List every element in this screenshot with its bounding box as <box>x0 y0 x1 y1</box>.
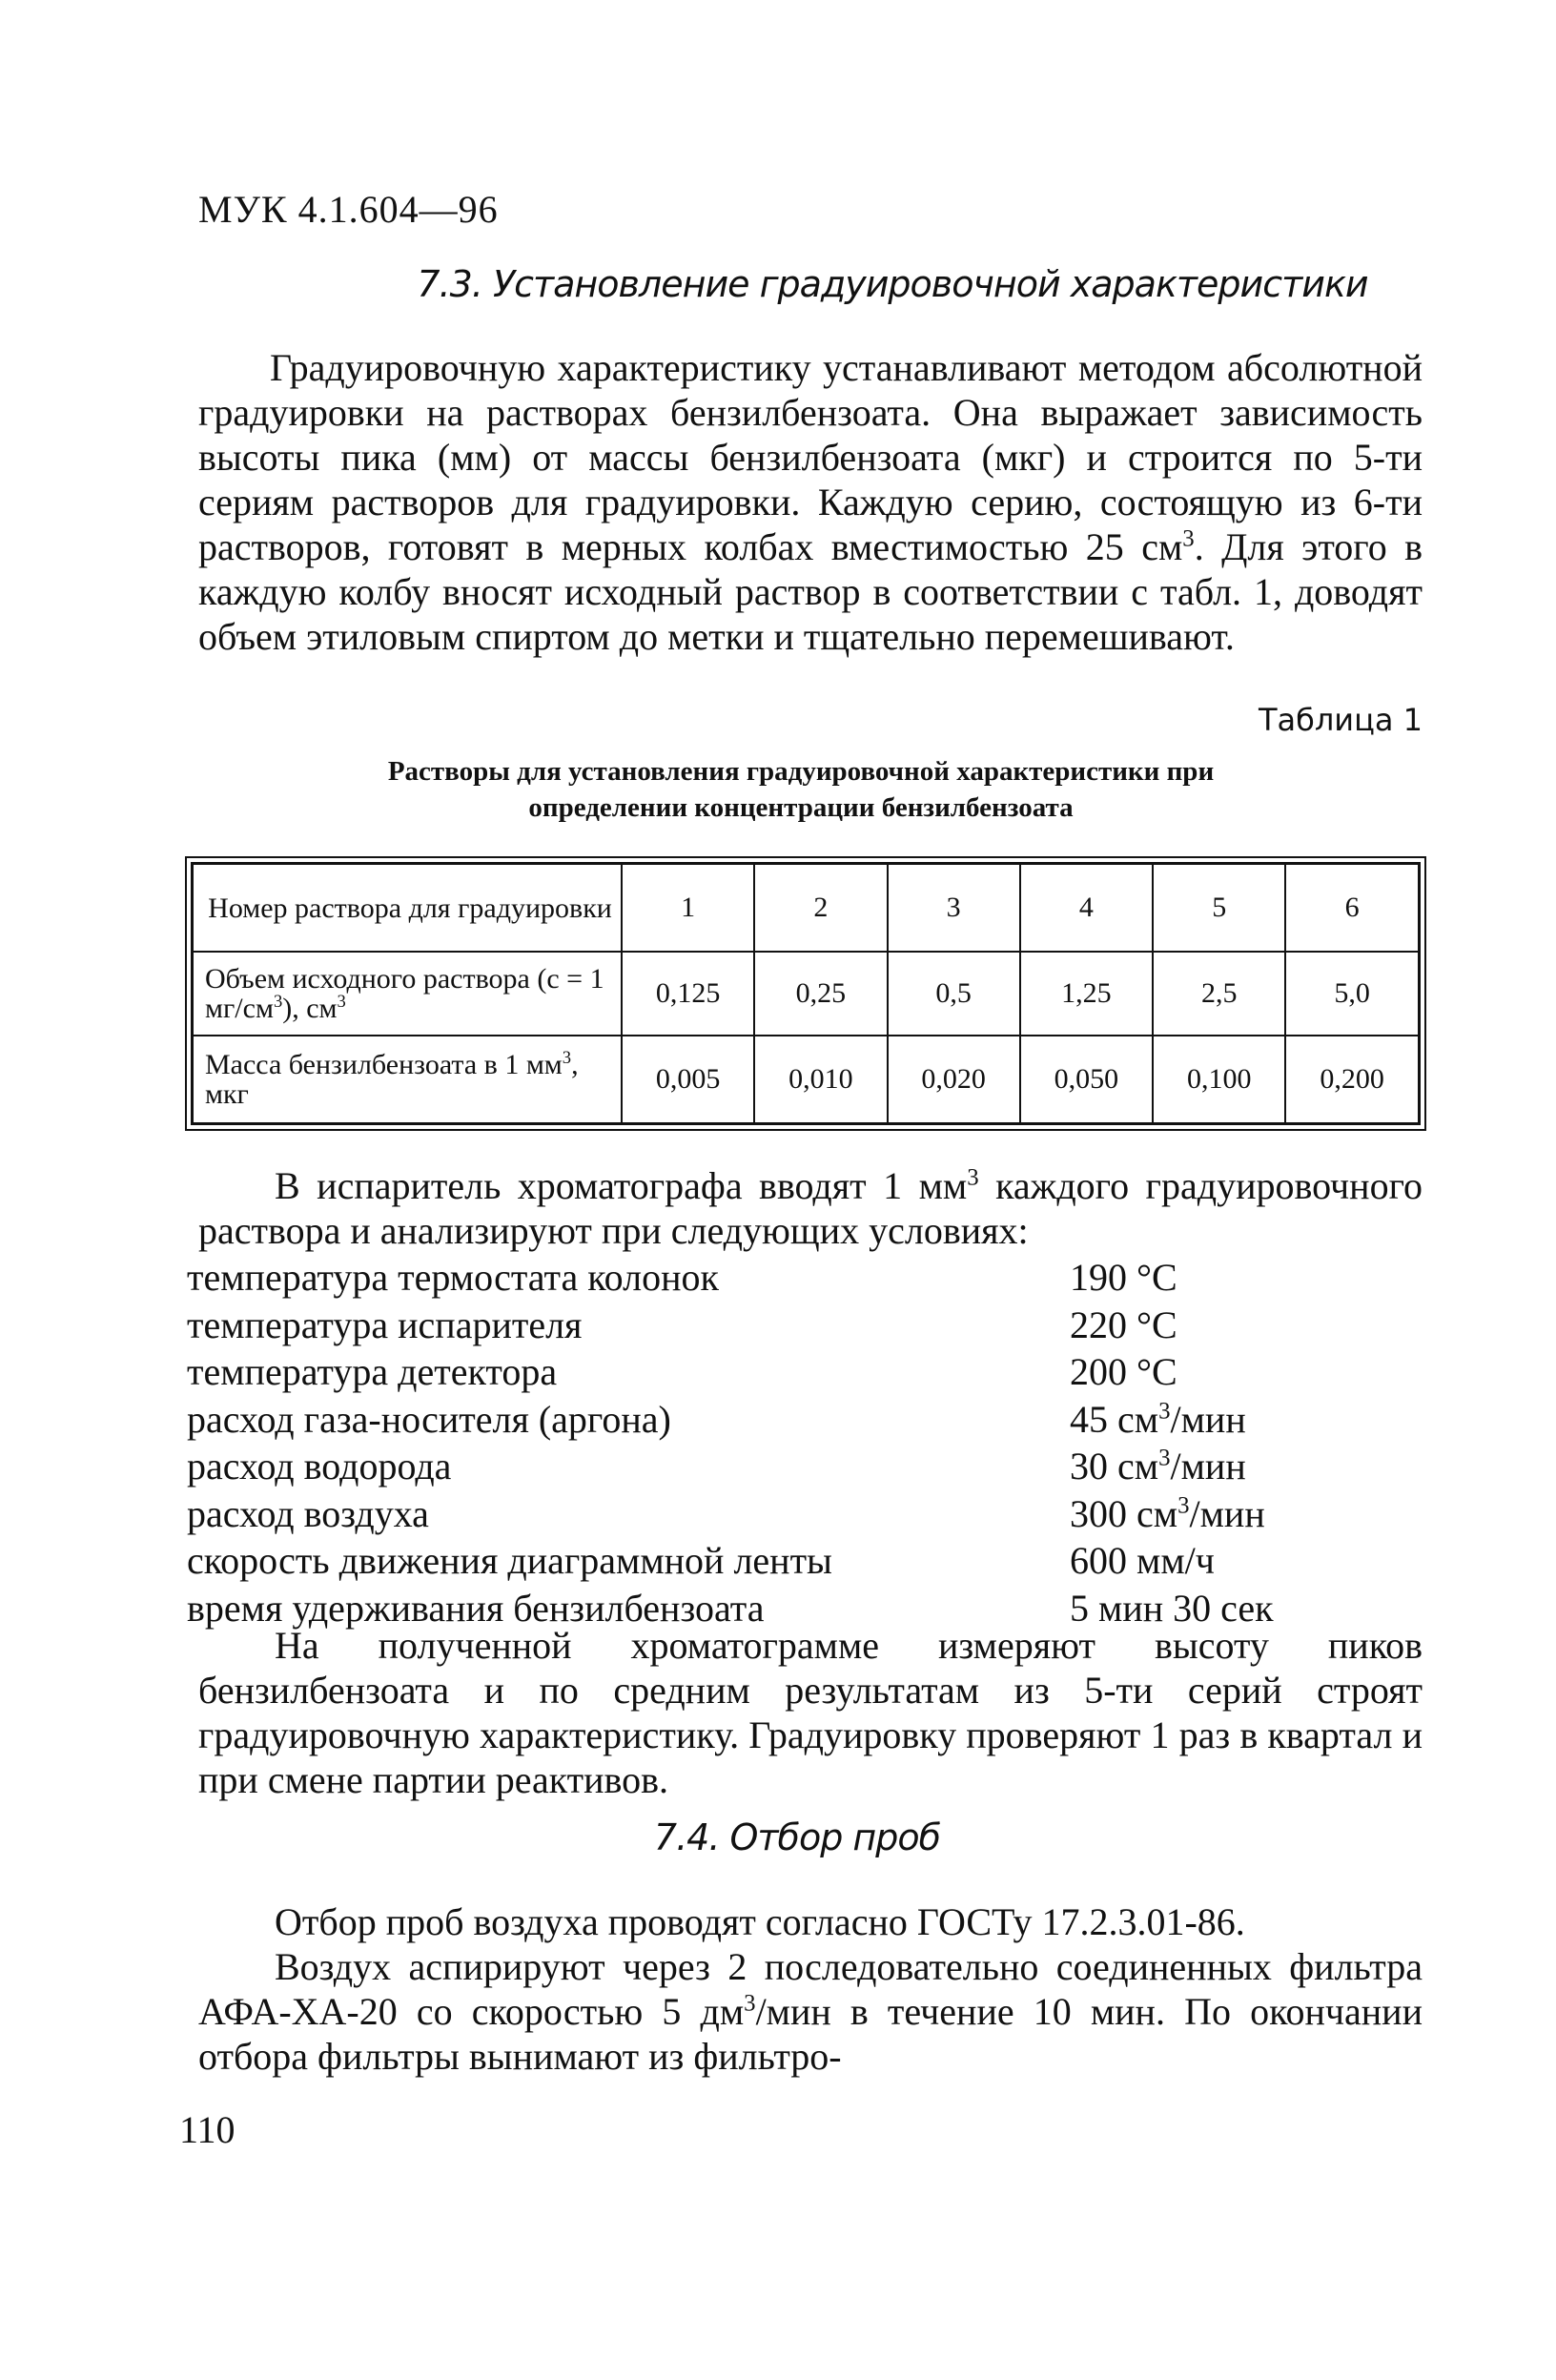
table-cell: 0,010 <box>754 1036 887 1124</box>
table-caption <box>238 753 1363 826</box>
table-column-header: 1 <box>622 864 754 953</box>
row-label-text: , мкг <box>205 1049 579 1110</box>
condition-row <box>187 1491 1426 1539</box>
row-label-text: Масса бензилбензоата в 1 мм <box>205 1049 563 1080</box>
table-label: Таблица 1 <box>1258 702 1423 738</box>
superscript: 3 <box>273 992 283 1012</box>
table-column-header: 6 <box>1285 864 1419 953</box>
superscript: 3 <box>1158 1445 1171 1471</box>
condition-label: расход газа-носителя (аргона) <box>187 1397 671 1441</box>
condition-value: 200 °С <box>1070 1350 1177 1393</box>
condition-row <box>187 1397 1426 1445</box>
table-cell: 0,020 <box>888 1036 1020 1124</box>
solutions-table <box>191 862 1421 1125</box>
table-cell: 0,050 <box>1020 1036 1153 1124</box>
condition-row <box>187 1538 1426 1586</box>
document-code: МУК 4.1.604—96 <box>198 188 499 231</box>
paragraph-text: /мин в течение 10 мин. По окончании отбора фильтры вынимают из фильтро- <box>198 1990 1423 2078</box>
condition-value <box>1070 1491 1426 1536</box>
condition-label: температура термостата колонок <box>187 1256 719 1299</box>
condition-value <box>1070 1397 1426 1442</box>
table-cell: 0,125 <box>622 952 754 1036</box>
superscript: 3 <box>562 1048 572 1068</box>
table-row-label <box>193 952 623 1036</box>
table-column-header: 4 <box>1020 864 1153 953</box>
value-text: /мин <box>1189 1491 1265 1535</box>
superscript: 3 <box>1177 1492 1190 1519</box>
table-cell: 0,5 <box>888 952 1020 1036</box>
condition-label: скорость движения диаграммной ленты <box>187 1539 832 1582</box>
condition-value: 5 мин 30 сек <box>1070 1586 1274 1630</box>
condition-value: 600 мм/ч <box>1070 1539 1215 1582</box>
table-cell: 1,25 <box>1020 952 1153 1036</box>
condition-value: 190 °С <box>1070 1256 1177 1299</box>
table-header-label: Номер раствора для градуировки <box>193 864 623 953</box>
paragraph-text: Воздух аспирируют через 2 последовательно соединенных фильтра АФА-ХА-20 со скоростью 5 дм <box>198 1945 1423 2033</box>
page-number: 110 <box>179 2108 235 2151</box>
section-7-4-title: 7.4. Отбор проб <box>653 1816 941 1858</box>
condition-label: температура детектора <box>187 1350 558 1393</box>
superscript: 3 <box>967 1164 979 1191</box>
paragraph-text: Градуировочную характеристику устанавливают методом абсолютной градуировки на растворах бензилбензоата. Она выражает зависимость высоты пика (мм) от массы бензилбензоата (мкг) и строится по 5-ти сериям растворов для градуировки. Каждую серию, состоящую из 6-ти растворов, готовят в мерных колбах вместимостью 25 см <box>198 346 1423 568</box>
value-text: /мин <box>1170 1445 1246 1488</box>
condition-row <box>187 1303 1426 1350</box>
condition-row <box>187 1349 1426 1397</box>
section-7-3-title: 7.3. Установление градуировочной характеристики <box>417 263 1368 305</box>
paragraph-text: . Для этого в каждую колбу вносят исходный раствор в соответствии с табл. 1, доводят объем этиловым спиртом до метки и тщательно перемешивают. <box>198 525 1423 658</box>
condition-value: 220 °С <box>1070 1303 1177 1346</box>
condition-label: расход воздуха <box>187 1491 429 1535</box>
calibration-paragraph: На полученной хроматограмме измеряют высоту пиков бензилбензоата и по средним результатам из 5-ти серий строят градуировочную характеристику. Градуировку проверяют 1 раз в квартал и при смене партии реактивов. <box>198 1624 1423 1801</box>
table-cell: 0,200 <box>1285 1036 1419 1124</box>
paragraph-text: каждого градуировочного раствора и анализируют при следующих условиях: <box>198 1164 1423 1252</box>
value-text: 45 см <box>1070 1397 1159 1441</box>
caption-line: Растворы для установления градуировочной характеристики при <box>387 756 1215 787</box>
superscript: 3 <box>744 1990 756 2017</box>
condition-label: время удерживания бензилбензоата <box>187 1586 765 1630</box>
row-label-text: Объем исходного раствора (с = 1 мг/см <box>205 963 604 1024</box>
row-label-text: ), см <box>282 993 338 1024</box>
table-cell: 5,0 <box>1285 952 1419 1036</box>
condition-row <box>187 1255 1426 1303</box>
superscript: 3 <box>337 992 346 1012</box>
table-column-header: 3 <box>888 864 1020 953</box>
caption-line: определении концентрации бензилбензоата <box>528 792 1074 823</box>
table-header-row <box>193 864 1420 953</box>
condition-label: температура испарителя <box>187 1303 583 1346</box>
value-text: 30 см <box>1070 1445 1159 1488</box>
table-cell: 0,25 <box>754 952 887 1036</box>
table-cell: 2,5 <box>1153 952 1285 1036</box>
condition-value <box>1070 1444 1426 1488</box>
table-column-header: 2 <box>754 864 887 953</box>
paragraph-body <box>198 1944 1423 2079</box>
conditions-list <box>187 1255 1426 1632</box>
table-column-header: 5 <box>1153 864 1285 953</box>
paragraph-line: Отбор проб воздуха проводят согласно ГОСТу 17.2.3.01-86. <box>275 1900 1245 1943</box>
table-row <box>193 1036 1420 1124</box>
condition-label: расход водорода <box>187 1445 452 1488</box>
superscript: 3 <box>1182 525 1195 552</box>
table-row-label <box>193 1036 623 1124</box>
table-cell: 0,100 <box>1153 1036 1285 1124</box>
value-text: /мин <box>1170 1397 1246 1441</box>
section-7-3-paragraph <box>198 345 1423 659</box>
section-7-4-paragraph <box>198 1899 1423 2079</box>
superscript: 3 <box>1158 1398 1171 1425</box>
table-cell: 0,005 <box>622 1036 754 1124</box>
value-text: 300 см <box>1070 1491 1178 1535</box>
conditions-intro <box>198 1163 1423 1253</box>
paragraph-text: В испаритель хроматографа вводят 1 мм <box>275 1164 968 1207</box>
table-row <box>193 952 1420 1036</box>
condition-row <box>187 1444 1426 1491</box>
